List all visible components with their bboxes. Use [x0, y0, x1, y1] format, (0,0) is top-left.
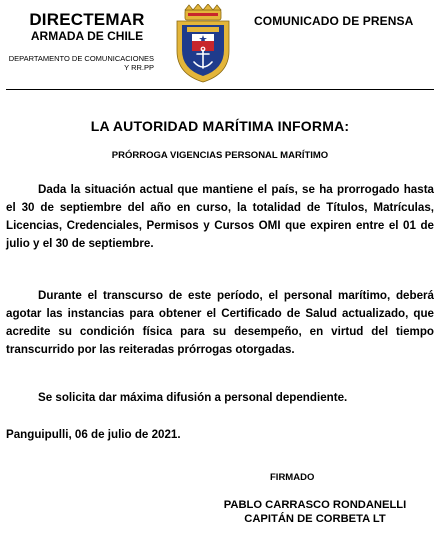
- signatory-rank: CAPITÁN DE CORBETA LT: [244, 513, 386, 525]
- org-name: DIRECTEMAR: [29, 10, 145, 29]
- body-paragraph: Durante el transcurso de este período, el personal marítimo, deberá agotar las instancias para obtener el Certificado de Salud actualizado, que acredite su condición física para su desempeño, en virtud del tiempo transcurrido por las reiteradas prórrogas otorgadas.: [6, 289, 434, 356]
- body-paragraph: Dada la situación actual que mantiene el país, se ha prorrogado hasta el 30 de septiembre del año en curso, la totalidad de Títulos, Matrículas, Licencias, Credenciales, Permisos y Cursos OMI que expiren entre el 01 de julio y el 30 de septiembre.: [6, 183, 434, 250]
- organization-header: [6, 10, 168, 72]
- signed-label: FIRMADO: [270, 472, 315, 483]
- department-name: [6, 54, 168, 72]
- place-and-date: Panguipulli, 06 de julio de 2021.: [6, 428, 181, 441]
- body-paragraph: Se solicita dar máxima difusión a personal dependiente.: [38, 391, 348, 404]
- crown-icon: [185, 4, 221, 20]
- notice-title: LA AUTORIDAD MARÍTIMA INFORMA:: [90, 118, 350, 134]
- org-subname: ARMADA DE CHILE: [30, 29, 144, 43]
- header-divider: [6, 89, 434, 90]
- department-line: Y RR.PP: [124, 63, 154, 72]
- department-line: DEPARTAMENTO DE COMUNICACIONES: [8, 54, 154, 63]
- signatory-name: PABLO CARRASCO RONDANELLI: [223, 499, 407, 511]
- document-type: COMUNICADO DE PRENSA: [254, 14, 414, 28]
- signature-block: [198, 498, 432, 526]
- navy-shield-emblem-icon: [172, 4, 234, 84]
- notice-subtitle: PRÓRROGA VIGENCIAS PERSONAL MARÍTIMO: [111, 150, 329, 161]
